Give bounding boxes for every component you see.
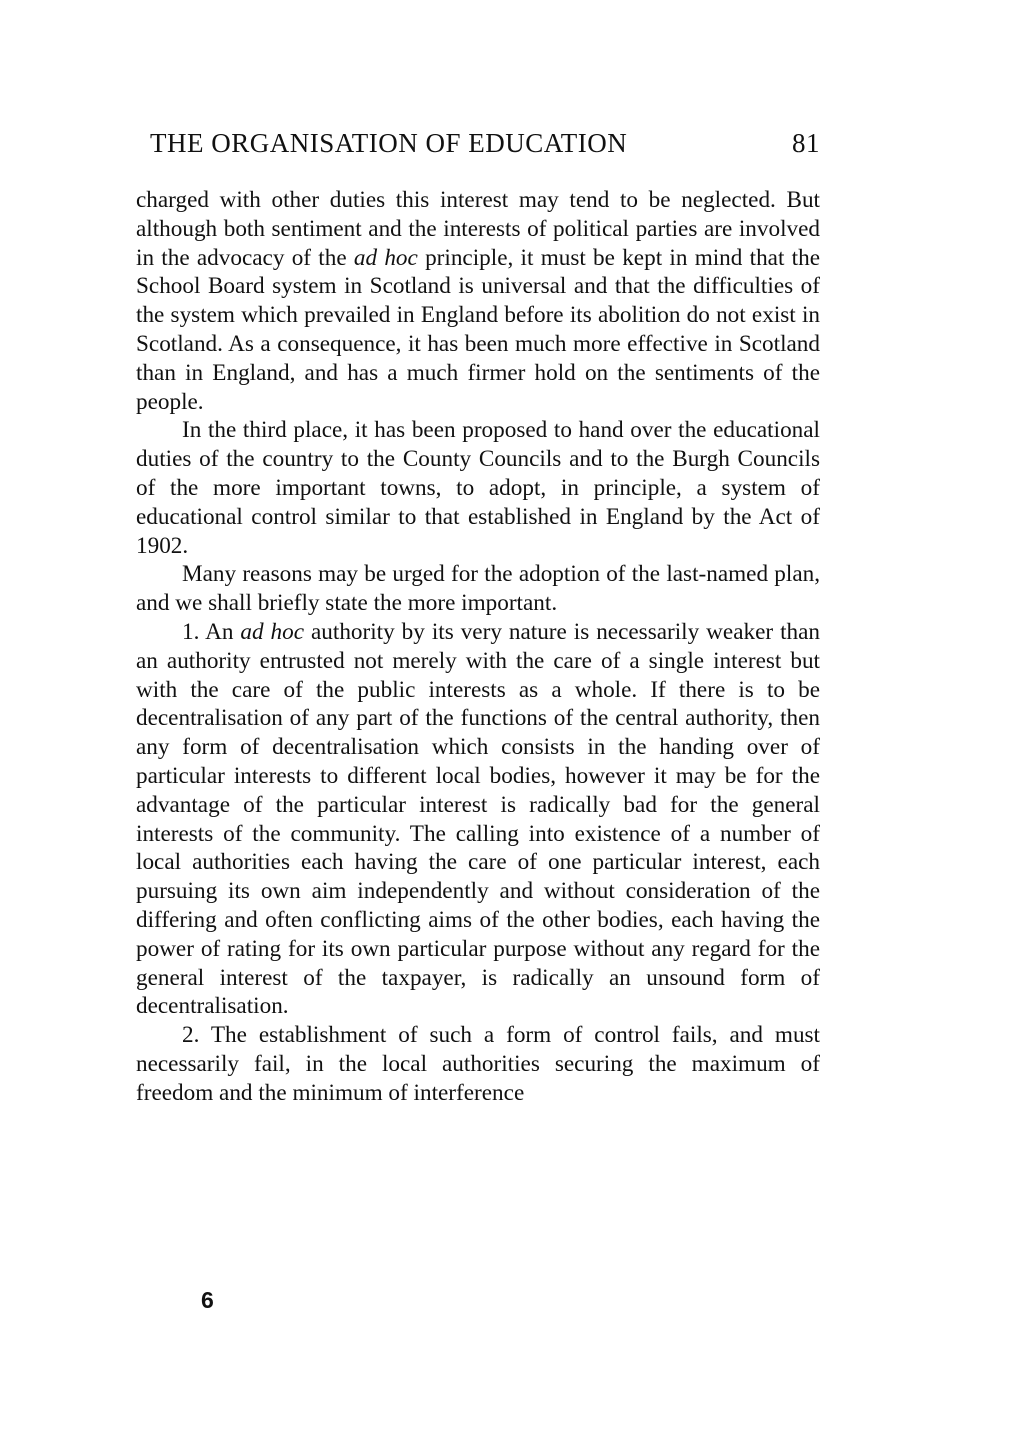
body-text	[136, 186, 820, 1108]
page-number: 81	[792, 128, 820, 158]
text-run: In the third place, it has been proposed to hand over the educational duties of the country to the County Councils and to the Burgh Councils of the more important towns, to adopt, in principle, a system of educational control similar to that established in England by the Act of 1902.	[136, 417, 820, 559]
text-run: 1. An	[182, 618, 241, 645]
signature-mark: 6	[201, 1287, 214, 1313]
text-run: Many reasons may be urged for the adoption of the last-named plan, and we shall briefly state the more important.	[136, 561, 820, 617]
italic-phrase: ad hoc	[240, 618, 305, 645]
paragraph	[136, 618, 820, 1021]
running-head	[150, 128, 820, 168]
italic-phrase: ad hoc	[353, 244, 418, 271]
text-run: authority by its very nature is necessarily weaker than an authority entrusted not merely with the care of a single interest but with the care of the public interests as a whole. If there is to be decentralisation of any part of the functions of the central authority, then any form of decentralisation which consists in the handing over of particular interests to different local bodies, however it may be for the advantage of the particular interest is radically bad for the general interests of the community. The calling into existence of a number of local authorities each having the care of one particular interest, each pursuing its own aim independently and without consideration of the differing and often conflicting aims of the other bodies, each having the power of rating for its own particular purpose without any regard for the general interest of the taxpayer, is radically an unsound form of decentralisation.	[136, 618, 821, 1020]
paragraph	[136, 416, 820, 560]
text-run: charged with other duties this interest may tend to be neglected. But although both sentiment and the interests of political parties are involved in the advocacy of the	[136, 187, 820, 271]
running-head-title: THE ORGANISATION OF EDUCATION	[150, 128, 628, 158]
text-run: 2. The establishment of such a form of control fails, and must necessarily fail, in the local authorities securing the maximum of freedom and the minimum of interference	[136, 1022, 820, 1106]
text-run: principle, it must be kept in mind that the School Board system in Scotland is universal and that the difficulties of the system which prevailed in England before its abolition do not exist in Scotland. As a consequence, it has been much more effective in Scotland than in England, and has a much firmer hold on the sentiments of the people.	[136, 244, 820, 415]
paragraph	[136, 560, 820, 618]
paragraph	[136, 186, 820, 416]
paragraph	[136, 1021, 820, 1107]
